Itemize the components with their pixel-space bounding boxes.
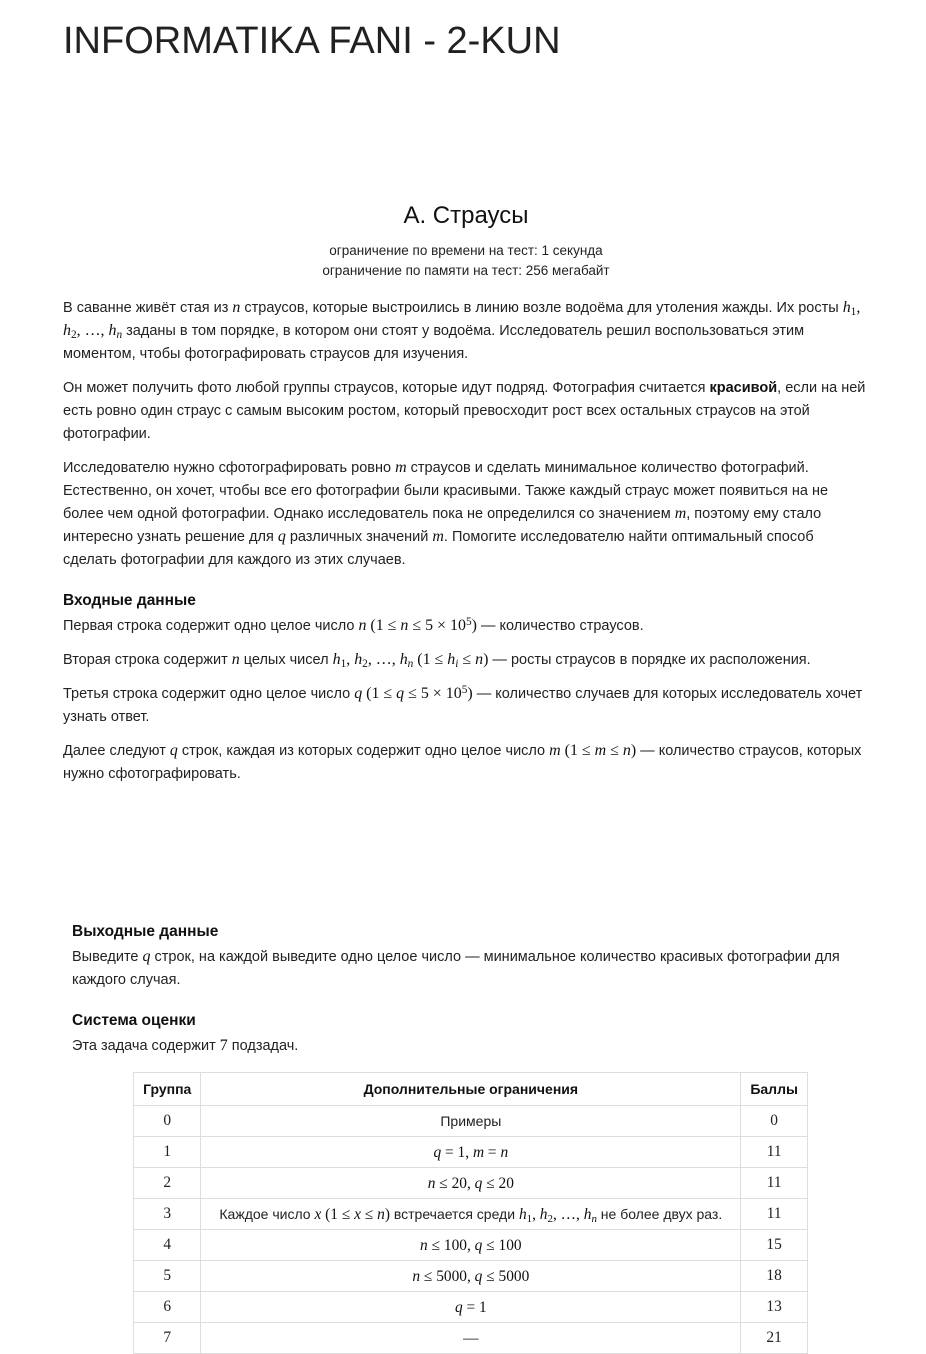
scoring-section-heading: Система оценки (72, 1011, 196, 1029)
cell-points: 15 (741, 1229, 808, 1260)
cell-points: 11 (741, 1198, 808, 1229)
table-row (134, 1260, 808, 1291)
cell-points: 11 (741, 1167, 808, 1198)
cell-constraints: n ≤ 100, q ≤ 100 (201, 1229, 741, 1260)
paragraph: Исследователю нужно сфотографировать ровно m страусов и сделать минимальное количество фотографий. Естественно, он хочет, чтобы все его фотографии были красивыми. Также каждый страус может появиться на не более чем одной фотографии. Однако исследователь пока не определился со значением m, поэтому ему стало интересно узнать решение для q различных значений m. Помогите исследователю найти оптимальный способ сделать фотографии для каждого из этих случаев. (63, 458, 829, 568)
input-section-heading: Входные данные (63, 591, 196, 609)
scoring-intro: Эта задача содержит 7 подзадач. (72, 1036, 299, 1054)
lower-content (72, 921, 869, 1354)
output-section-text: Выведите q строк, на каждой выведите одно целое число — минимальное количество красивых фотографии для каждого случая. (72, 947, 840, 988)
table-row (134, 1105, 808, 1136)
table-row (134, 1229, 808, 1260)
table-header-points: Баллы (741, 1072, 808, 1105)
cell-group: 6 (134, 1291, 201, 1322)
table-header-row (134, 1072, 808, 1105)
table-header-group: Группа (134, 1072, 201, 1105)
site-header (0, 0, 926, 64)
cell-points: 13 (741, 1291, 808, 1322)
paragraph: В саванне живёт стая из n страусов, которые выстроились в линию возле водоёма для утоления жажды. Их росты $h_1$, $h_2$, …, $h_n$ заданы в том порядке, в котором они стоят у водоёма. Исследователь решил воспользоваться этим моментом, чтобы фотографировать страусов для изучения. (63, 298, 861, 362)
cell-points: 0 (741, 1105, 808, 1136)
cell-points: 11 (741, 1136, 808, 1167)
subtasks-table-head (134, 1072, 808, 1105)
blank-gap (63, 797, 869, 903)
cell-group: 4 (134, 1229, 201, 1260)
page-title: INFORMATIKA FANI - 2-KUN (63, 20, 561, 62)
table-header-constraints: Дополнительные ограничения (201, 1072, 741, 1105)
cell-group: 2 (134, 1167, 201, 1198)
paragraph: Вторая строка содержит n целых чисел $h_1$, $h_2$, …, $h_n$ $(1 \le h_i \le n)$ — росты страусов в порядке их расположения. (63, 650, 811, 670)
cell-group: 0 (134, 1105, 201, 1136)
cell-group: 3 (134, 1198, 201, 1229)
subtasks-table (133, 1072, 808, 1354)
statement-text (63, 297, 869, 572)
table-row (134, 1291, 808, 1322)
paragraph: Третья строка содержит одно целое число q $(1 \le q \le 5 \times 10^5)$ — количество случаев для которых исследователь хочет узнать ответ. (63, 683, 863, 725)
cell-points: 21 (741, 1322, 808, 1353)
paragraph: Он может получить фото любой группы страусов, которые идут подряд. Фотография считается красивой, если на ней есть ровно один страус с самым высоким ростом, который превосходит рост всех остальных страусов на этой фотографии. (63, 379, 866, 442)
paragraph: Первая строка содержит одно целое число n $(1 \le n \le 5 \times 10^5)$ — количество страусов. (63, 615, 644, 634)
cell-group: 1 (134, 1136, 201, 1167)
cell-points: 18 (741, 1260, 808, 1291)
table-row (134, 1322, 808, 1353)
cell-constraints: n ≤ 5000, q ≤ 5000 (201, 1260, 741, 1291)
input-section-text (63, 615, 869, 786)
output-section-heading: Выходные данные (72, 922, 219, 940)
cell-constraints: q = 1 (201, 1291, 741, 1322)
problem-statement (63, 202, 869, 1354)
paragraph: Далее следуют q строк, каждая из которых содержит одно целое число m (1 ≤ m ≤ n) — количество страусов, которых нужно сфотографировать. (63, 741, 862, 782)
cell-constraints: — (201, 1322, 741, 1353)
time-limit: ограничение по времени на тест: 1 секунда (329, 242, 603, 258)
cell-constraints: n ≤ 20, q ≤ 20 (201, 1167, 741, 1198)
cell-constraints: Примеры (201, 1105, 741, 1136)
cell-constraints: Каждое число x (1 ≤ x ≤ n) встречается среди $h_1$, $h_2$, …, $h_n$ не более двух раз. (201, 1198, 741, 1229)
table-row (134, 1136, 808, 1167)
cell-group: 5 (134, 1260, 201, 1291)
problem-limits (63, 241, 869, 281)
cell-group: 7 (134, 1322, 201, 1353)
table-row (134, 1167, 808, 1198)
problem-title: А. Страусы (403, 201, 529, 229)
memory-limit: ограничение по памяти на тест: 256 мегабайт (322, 262, 610, 278)
table-row (134, 1198, 808, 1229)
cell-constraints: q = 1, m = n (201, 1136, 741, 1167)
subtasks-table-body (134, 1105, 808, 1353)
